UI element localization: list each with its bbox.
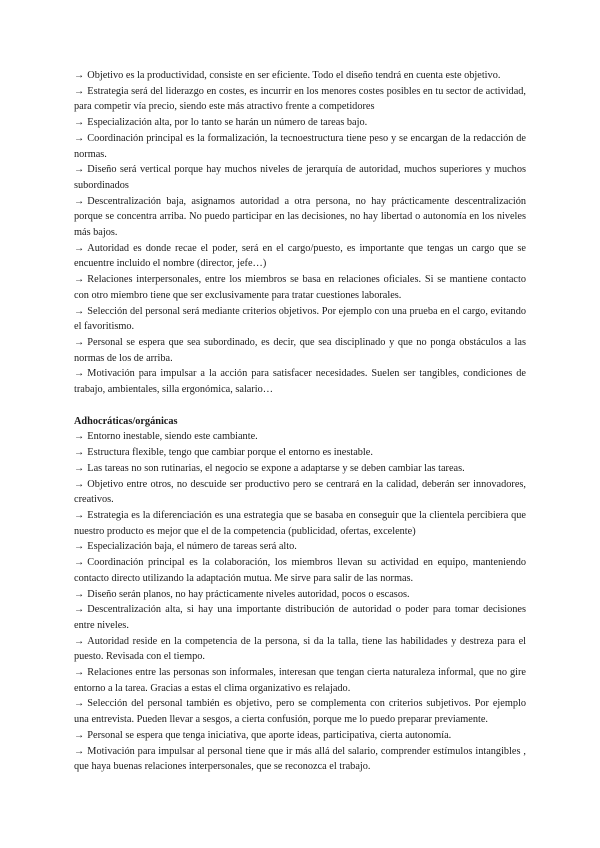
list-item-text: Descentralización alta, si hay una importante distribución de autoridad o poder para tomar decisiones entre niveles. [74,604,526,631]
arrow-right-icon: → [74,117,85,129]
arrow-right-icon: → [74,635,85,647]
list-item-text: Objetivo entre otros, no descuide ser productivo pero se centrará en la calidad, deberán ser innovadores, creativos. [74,478,526,506]
document-page [74,68,526,775]
list-item-text: Personal se espera que tenga iniciativa, que aporte ideas, participativa, cierta autonomía. [87,729,452,741]
arrow-right-icon: → [74,462,85,474]
list-item-text: Coordinación principal es la formalización, la tecnoestructura tiene peso y se encargan de la redacción de normas. [74,132,526,160]
list-item [74,131,526,162]
arrow-right-icon: → [74,85,85,97]
list-item-text: Motivación para impulsar a la acción para satisfacer necesidades. Suelen ser tangibles, condiciones de trabajo, ambientales, silla ergonómica, salario… [74,368,526,396]
list-item-text: Entorno inestable, siendo este cambiante. [87,431,258,443]
list-item-text: Coordinación principal es la colaboración, los miembros llevan su actividad en equipo, manteniendo contacto directo utilizando la adaptación mutua. Me sirve para salir de las normas. [74,557,526,584]
list-item-text: Especialización baja, el número de tareas será alto. [87,541,297,553]
arrow-right-icon: → [74,336,85,348]
arrow-right-icon: → [74,509,85,521]
list-item-text: Relaciones entre las personas son informales, interesan que tengan cierta naturaleza informal, que no gire entorno a la tarea. Gracias a estas el clima organizativo es relajado. [74,667,526,694]
mechanistic-list [74,68,526,398]
arrow-right-icon: → [74,242,85,254]
list-item [74,665,526,696]
arrow-right-icon: → [74,447,85,459]
arrow-right-icon: → [74,541,85,553]
list-item [74,728,526,744]
list-item [74,272,526,303]
list-item-text: Motivación para impulsar al personal tiene que ir más allá del salario, comprender estímulos intangibles , que haya buenas relaciones interpersonales, que se reconozca el trabajo. [74,745,526,773]
list-item-text: Personal se espera que sea subordinado, es decir, que sea disciplinado y que no ponga obstáculos a las normas de los de arriba. [74,336,526,364]
list-item-text: Autoridad reside en la competencia de la persona, si da la talla, tiene las habilidades y destreza para el puesto. Revisada con el tiempo. [74,635,526,663]
arrow-right-icon: → [74,164,85,176]
list-item-text: Diseño será vertical porque hay muchos niveles de jerarquía de autoridad, muchos superiores y muchos subordinados [74,164,526,191]
list-item-text: Diseño serán planos, no hay prácticamente niveles autoridad, pocos o escasos. [87,588,410,600]
list-item [74,555,526,586]
list-item [74,115,526,131]
list-item [74,241,526,272]
list-item [74,429,526,445]
arrow-right-icon: → [74,557,85,569]
list-item [74,461,526,477]
arrow-right-icon: → [74,305,85,317]
list-item-text: Estrategia será del liderazgo en costes, es incurrir en los menores costes posibles en tu sector de actividad, para competir vía precio, siendo este más atractivo frente a competidores [74,85,526,113]
list-item [74,602,526,633]
list-item [74,68,526,84]
section-gap [74,398,526,414]
list-item [74,162,526,193]
list-item-text: Especialización alta, por lo tanto se harán un número de tareas bajo. [87,117,368,129]
list-item-text: Estructura flexible, tengo que cambiar porque el entorno es inestable. [87,447,373,459]
arrow-right-icon: → [74,588,85,600]
list-item [74,539,526,555]
list-item [74,84,526,115]
list-item-text: Descentralización baja, asignamos autoridad a otra persona, no hay prácticamente descentralización porque se concentra arriba. No puedo participar en las decisiones, no hay libertad o autonomía en los niveles más bajos. [74,195,526,239]
arrow-right-icon: → [74,698,85,710]
adhocratic-list [74,429,526,774]
list-item [74,696,526,727]
list-item-text: Estrategia es la diferenciación es una estrategia que se basaba en conseguir que la clientela percibiera que nuestro producto es mejor que el de la competencia (publicidad, ofertas, excelente) [74,509,526,537]
list-item [74,194,526,241]
list-item [74,335,526,366]
list-item [74,304,526,335]
list-item-text: Relaciones interpersonales, entre los miembros se basa en relaciones oficiales. Si se mantiene contacto con otro miembro tiene que ser exclusivamente para tratar cuestiones laborales. [74,274,526,301]
list-item-text: Selección del personal será mediante criterios objetivos. Por ejemplo con una prueba en el cargo, evitando el favoritismo. [74,305,526,333]
list-item [74,445,526,461]
list-item-text: Las tareas no son rutinarias, el negocio se expone a adaptarse y se deben cambiar las tareas. [87,462,465,474]
arrow-right-icon: → [74,478,85,490]
arrow-right-icon: → [74,274,85,286]
arrow-right-icon: → [74,729,85,741]
list-item [74,587,526,603]
arrow-right-icon: → [74,132,85,144]
arrow-right-icon: → [74,431,85,443]
list-item [74,744,526,775]
list-item [74,477,526,508]
list-item [74,366,526,397]
arrow-right-icon: → [74,667,85,679]
section-heading-adhocratic: Adhocráticas/orgánicas [74,415,178,427]
arrow-right-icon: → [74,195,85,207]
list-item [74,508,526,539]
arrow-right-icon: → [74,70,85,81]
arrow-right-icon: → [74,604,85,616]
arrow-right-icon: → [74,745,85,757]
list-item-text: Objetivo es la productividad, consiste en ser eficiente. Todo el diseño tendrá en cuenta este objetivo. [87,70,501,81]
arrow-right-icon: → [74,368,85,380]
list-item-text: Autoridad es donde recae el poder, será en el cargo/puesto, es importante que tengas un cargo que se encuentre incluido el nombre (director, jefe…) [74,242,526,270]
list-item [74,634,526,665]
list-item-text: Selección del personal también es objetivo, pero se complementa con criterios subjetivos. Por ejemplo una entrevista. Pueden llevar a sesgos, a cierta confusión, porque me lo puedo preparar previamente. [74,698,526,726]
